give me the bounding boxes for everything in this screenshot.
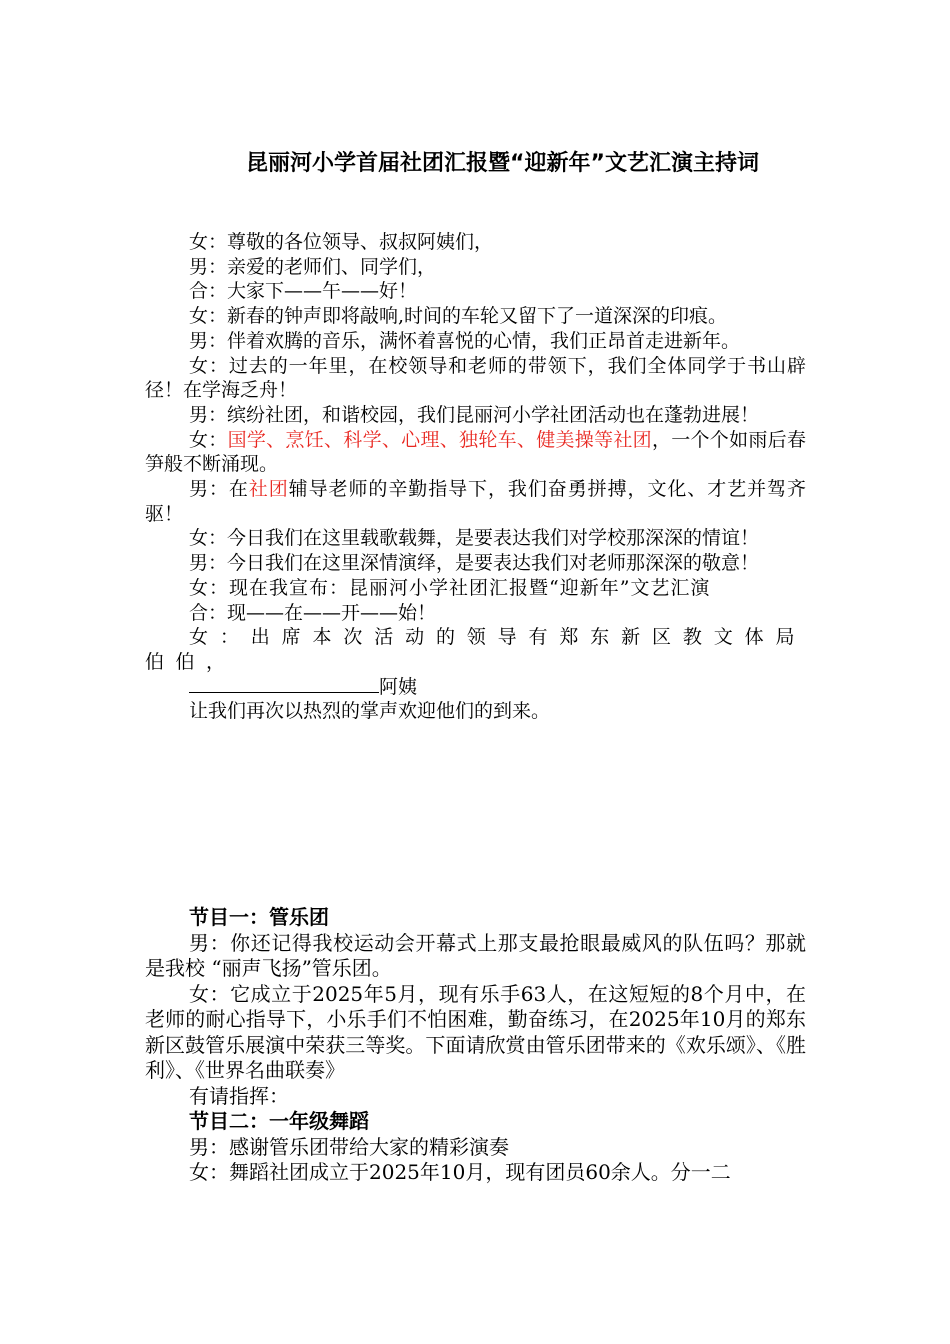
paragraph: 合：大家下——午——好！	[189, 280, 418, 303]
paragraph	[145, 428, 806, 477]
paragraph: 女：舞蹈社团成立于2025年10月，现有团员60余人。分一二	[189, 1160, 731, 1184]
program-heading: 节目一：管乐团	[189, 905, 329, 929]
paragraph: 女：新春的钟声即将敲响,时间的车轮又留下了一道深深的印痕。	[189, 305, 728, 328]
paragraph: 男：亲爱的老师们、同学们，	[189, 255, 437, 278]
paragraph-prefix: 女：	[189, 428, 228, 451]
paragraph	[145, 477, 806, 526]
paragraph: 女：出席本次活动的领导有郑东新区教文体局伯伯，	[145, 626, 806, 673]
highlighted-clubs-text: 国学、烹饪、科学、心理、独轮车、健美操等社团	[227, 428, 652, 451]
opening-section	[145, 230, 806, 724]
paragraph: 有请指挥：	[189, 1083, 289, 1108]
program-section	[145, 905, 806, 1186]
paragraph: 合：现——在——开——始！	[189, 601, 437, 624]
paragraph-prefix: 男：在	[189, 478, 249, 501]
paragraph: 让我们再次以热烈的掌声欢迎他们的到来。	[189, 700, 551, 723]
paragraph-suffix: ，一个个如雨后春笋般不断涌现。	[145, 428, 806, 476]
paragraph: 女：它成立于2025年5月，现有乐手63人，在这短短的8个月中，在老师的耐心指导下，小乐手们不怕困难，勤奋练习，在2025年10月的郑东新区鼓管乐展演中荣获三等奖。下面请欣赏由管乐团带来的《欢乐颂》、《胜利》、《世界名曲联奏》	[145, 981, 806, 1082]
paragraph: 男：你还记得我校运动会开幕式上那支最抢眼最威风的队伍吗？那就是我校 “丽声飞扬”管乐团。	[145, 930, 806, 980]
paragraph-suffix: 阿姨	[379, 675, 418, 698]
program-heading: 节目二：一年级舞蹈	[189, 1109, 369, 1133]
paragraph: 男：今日我们在这里深情演绎，是要表达我们对老师那深深的敬意！	[189, 552, 760, 575]
paragraph: 女：今日我们在这里载歌载舞，是要表达我们对学校那深深的情谊！	[189, 527, 760, 550]
paragraph: 女：现在我宣布：昆丽河小学社团汇报暨“迎新年”文艺汇演	[189, 576, 711, 599]
paragraph-suffix: 辅导老师的辛勤指导下，我们奋勇拼搏，文化、才艺并驾齐驱！	[145, 478, 806, 525]
document-title: 昆丽河小学首届社团汇报暨“迎新年”文艺汇演主持词	[246, 151, 759, 176]
highlighted-club-text: 社团	[248, 478, 289, 501]
fill-in-blank-line	[189, 691, 379, 693]
paragraph: 男：伴着欢腾的音乐，满怀着喜悦的心情，我们正昂首走进新年。	[189, 329, 741, 352]
paragraph	[145, 675, 806, 700]
paragraph: 女：尊敬的各位领导、叔叔阿姨们，	[189, 231, 494, 253]
paragraph: 女：过去的一年里，在校领导和老师的带领下，我们全体同学于书山辟径！在学海乏舟！	[145, 354, 806, 402]
paragraph: 男：缤纷社团，和谐校园，我们昆丽河小学社团活动也在蓬勃进展！	[189, 403, 760, 426]
paragraph: 男：感谢管乐团带给大家的精彩演奏	[189, 1134, 509, 1159]
